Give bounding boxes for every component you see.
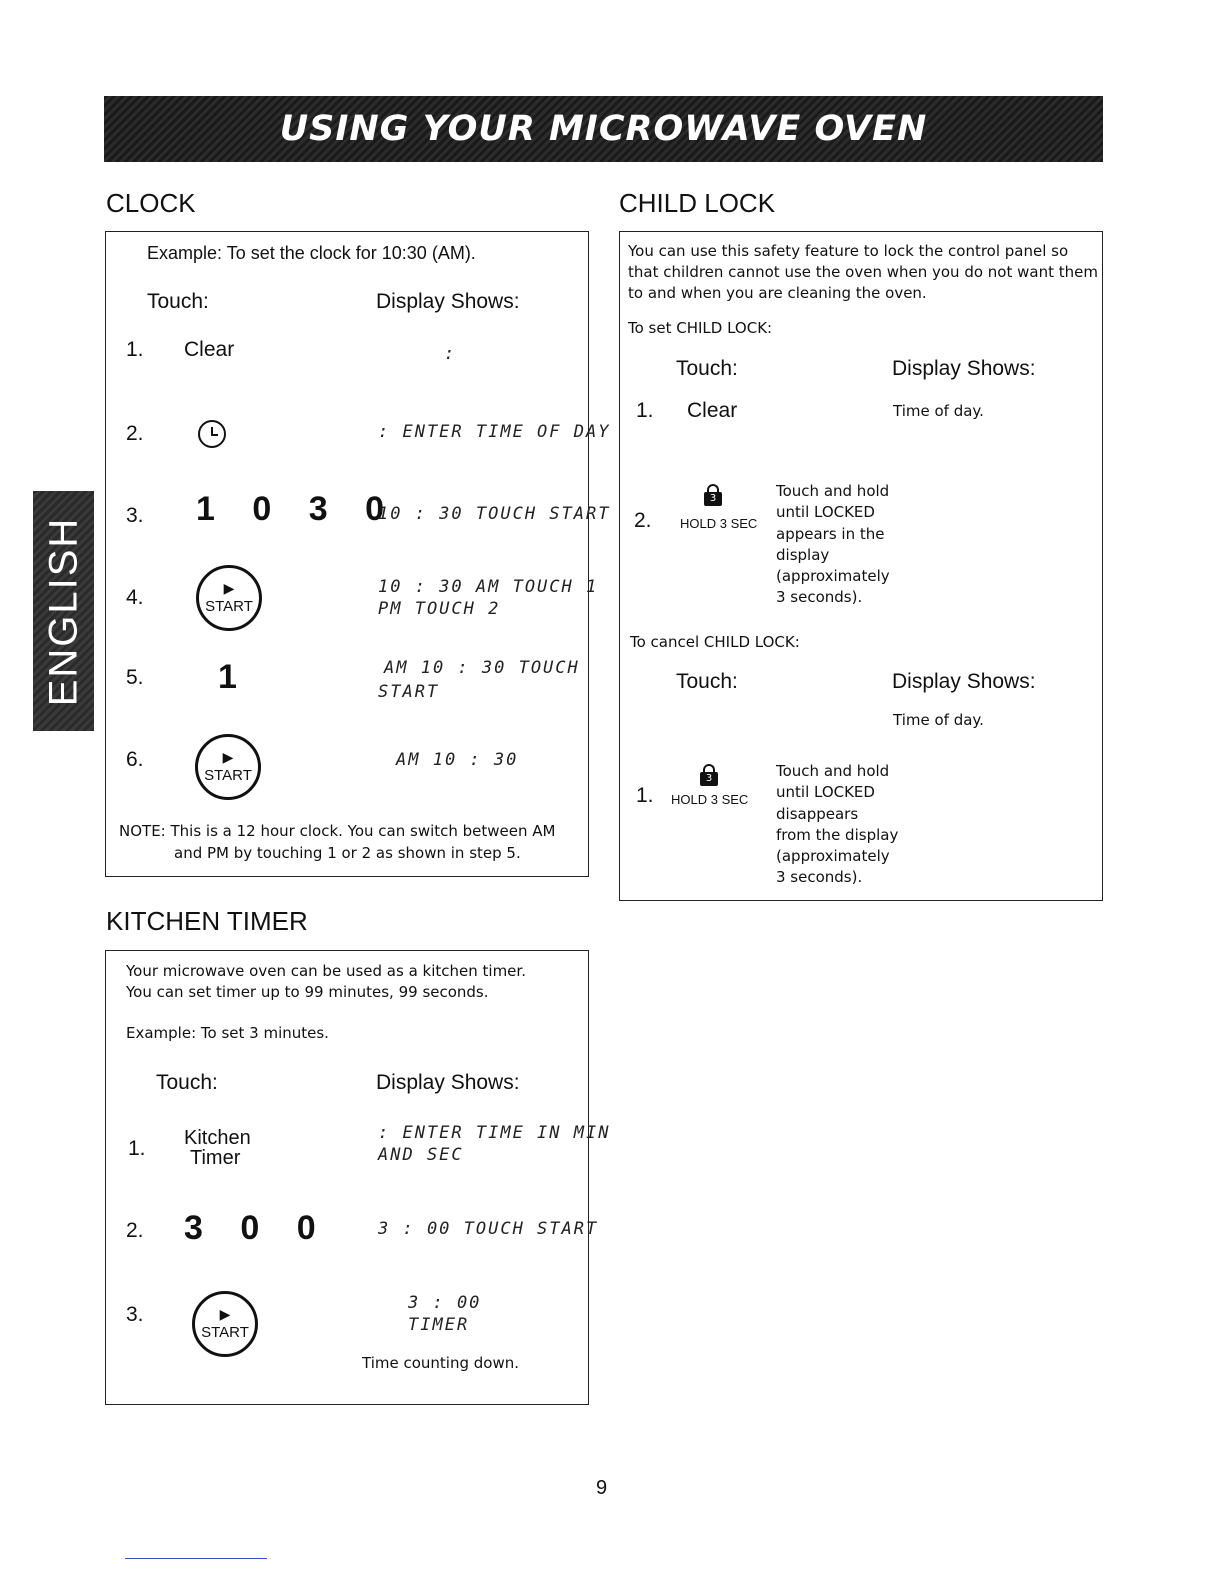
kitchen-timer-display-header: Display Shows: <box>376 1071 520 1094</box>
lcd-display: 10 : 30 AM TOUCH 1 <box>378 577 599 597</box>
clock-display-header: Display Shows: <box>376 290 520 313</box>
kitchen-timer-button-label: Kitchen <box>184 1127 251 1149</box>
lcd-display: PM TOUCH 2 <box>378 599 501 619</box>
clock-touch-header: Touch: <box>147 290 209 313</box>
child-lock-intro-line1: You can use this safety feature to lock the control panel so <box>628 242 1069 260</box>
kitchen-timer-step-number: 1. <box>128 1137 146 1160</box>
page-banner <box>104 96 1103 162</box>
start-button-label: START <box>204 766 252 784</box>
child-lock-intro-line2: that children cannot use the oven when you do not want them <box>628 263 1098 281</box>
child-lock-instruction-line: until LOCKED <box>776 783 875 801</box>
clock-step-number: 4. <box>126 586 144 609</box>
banner-title: USING YOUR MICROWAVE OVEN <box>279 109 928 149</box>
clock-section-title: CLOCK <box>106 188 196 218</box>
kitchen-timer-example: Example: To set 3 minutes. <box>126 1024 329 1042</box>
clock-step-number: 1. <box>126 338 144 361</box>
child-lock-instruction-line: until LOCKED <box>776 503 875 521</box>
keypad-digit: 1 <box>218 658 251 696</box>
child-lock-instruction-line: 3 seconds). <box>776 868 863 886</box>
clock-note-line2: and PM by touching 1 or 2 as shown in step 5. <box>174 844 521 862</box>
lock-number: 3 <box>704 492 722 506</box>
clock-note-line1: NOTE: This is a 12 hour clock. You can switch between AM <box>119 822 556 840</box>
start-button-label: START <box>205 597 253 615</box>
lcd-display: : ENTER TIME IN MIN <box>378 1123 611 1143</box>
lock-icon <box>700 764 718 786</box>
lcd-display: 10 : 30 TOUCH START <box>378 504 611 524</box>
child-lock-instruction-line: (approximately <box>776 567 890 585</box>
clock-step-number: 6. <box>126 748 144 771</box>
clock-step-number: 5. <box>126 666 144 689</box>
play-icon: ▶ <box>222 749 234 766</box>
child-lock-cancel-label: To cancel CHILD LOCK: <box>630 633 800 651</box>
kitchen-timer-step-number: 3. <box>126 1303 144 1326</box>
clear-button-label: Clear <box>687 399 738 422</box>
child-lock-instruction-line: (approximately <box>776 847 890 865</box>
lcd-display: 3 : 00 <box>408 1293 482 1313</box>
language-tab <box>33 491 94 731</box>
child-lock-cancel-touch-header: Touch: <box>676 670 738 693</box>
lcd-display: AM 10 : 30 <box>396 750 519 770</box>
child-lock-instruction-line: from the display <box>776 826 899 844</box>
start-button <box>192 1291 258 1357</box>
hold-3-sec-label: HOLD 3 SEC <box>680 516 758 531</box>
start-button-label: START <box>201 1323 249 1341</box>
child-lock-instruction-line: disappears <box>776 805 859 823</box>
kitchen-timer-intro-line2: You can set timer up to 99 minutes, 99 seconds. <box>126 983 489 1001</box>
play-icon: ▶ <box>219 1306 231 1323</box>
child-lock-cancel-display-text: Time of day. <box>893 711 984 729</box>
child-lock-instruction-line: 3 seconds). <box>776 588 863 606</box>
child-lock-step-number: 1. <box>636 784 654 807</box>
lcd-display: 3 : 00 TOUCH START <box>378 1219 599 1239</box>
page-number: 9 <box>596 1477 608 1499</box>
child-lock-set-label: To set CHILD LOCK: <box>628 319 773 337</box>
timer-countdown-note: Time counting down. <box>362 1354 520 1372</box>
kitchen-timer-box <box>105 950 611 1405</box>
child-lock-section-title: CHILD LOCK <box>619 188 776 218</box>
footer-divider <box>125 1558 267 1559</box>
clock-example: Example: To set the clock for 10:30 (AM). <box>147 243 476 263</box>
kitchen-timer-section-title: KITCHEN TIMER <box>106 906 308 936</box>
child-lock-cancel-display-header: Display Shows: <box>892 670 1036 693</box>
child-lock-instruction-line: Touch and hold <box>776 762 890 780</box>
lcd-display: AND SEC <box>378 1145 464 1165</box>
kitchen-timer-step-number: 2. <box>126 1219 144 1242</box>
start-button <box>195 734 261 800</box>
kitchen-timer-touch-header: Touch: <box>156 1071 218 1094</box>
play-icon: ▶ <box>223 580 235 597</box>
child-lock-display-text: Time of day. <box>893 402 984 420</box>
child-lock-intro-line3: to and when you are cleaning the oven. <box>628 284 927 302</box>
clock-step-number: 3. <box>126 504 144 527</box>
child-lock-step-number: 1. <box>636 399 654 422</box>
clear-button-label: Clear <box>184 338 235 361</box>
lcd-display: START <box>378 682 440 702</box>
child-lock-display-header: Display Shows: <box>892 357 1036 380</box>
clock-icon <box>198 420 226 448</box>
kitchen-timer-button-label-line2: Timer <box>190 1147 241 1169</box>
child-lock-touch-header: Touch: <box>676 357 738 380</box>
clock-box <box>105 231 611 877</box>
hold-3-sec-label: HOLD 3 SEC <box>671 792 749 807</box>
lcd-display: TIMER <box>408 1315 470 1335</box>
child-lock-instruction-line: Touch and hold <box>776 482 890 500</box>
child-lock-instruction-line: display <box>776 546 830 564</box>
child-lock-step-number: 2. <box>634 509 652 532</box>
keypad-digits: 1 0 3 0 <box>196 490 398 528</box>
lcd-display: : <box>444 344 457 364</box>
clock-step-number: 2. <box>126 422 144 445</box>
start-button <box>196 565 262 631</box>
lcd-display: : ENTER TIME OF DAY <box>378 422 611 442</box>
child-lock-instruction-line: appears in the <box>776 525 885 543</box>
lock-number: 3 <box>700 772 718 786</box>
language-tab-label: ENGLISH <box>41 516 86 706</box>
keypad-digits: 3 0 0 <box>184 1209 330 1247</box>
lock-icon <box>704 484 722 506</box>
child-lock-box <box>619 231 1103 901</box>
lcd-display: AM 10 : 30 TOUCH <box>384 658 580 678</box>
kitchen-timer-intro-line1: Your microwave oven can be used as a kitchen timer. <box>126 962 526 980</box>
